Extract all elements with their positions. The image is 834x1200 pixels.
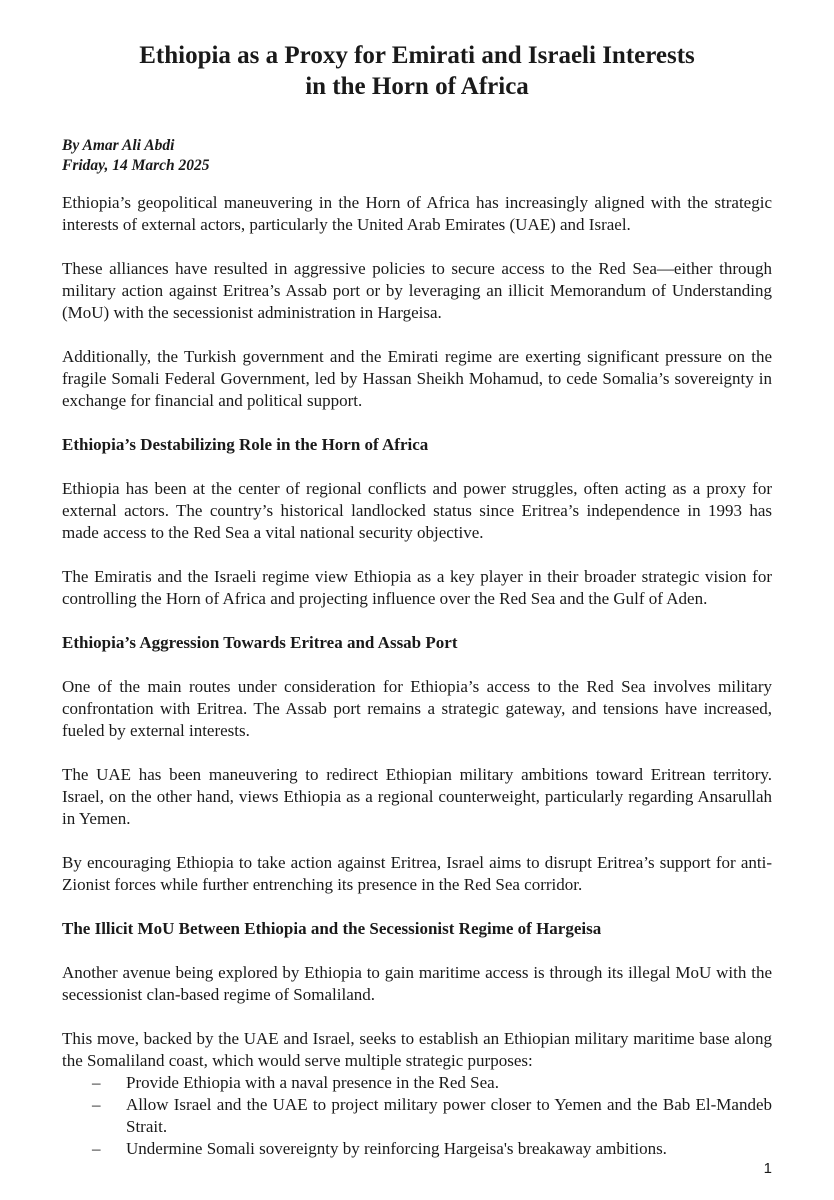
bullet-dash: –: [92, 1139, 101, 1158]
body-paragraph: Another avenue being explored by Ethiopia to gain maritime access is through its illegal MoU with the secessionist clan-based regime of Somaliland.: [62, 963, 772, 1004]
byline: [62, 136, 772, 176]
list-item-text: Allow Israel and the UAE to project military power closer to Yemen and the Bab El-Mandeb Strait.: [126, 1095, 772, 1136]
page-number: 1: [763, 1160, 772, 1177]
title-line-2: in the Horn of Africa: [305, 73, 529, 100]
intro-paragraph: These alliances have resulted in aggressive policies to secure access to the Red Sea—either through military action against Eritrea’s Assab port or by leveraging an illicit Memorandum of Understanding (MoU) with the secessionist administration in Hargeisa.: [62, 259, 772, 322]
body-paragraph: By encouraging Ethiopia to take action against Eritrea, Israel aims to disrupt Eritrea’s support for anti-Zionist forces while further entrenching its presence in the Red Sea corridor.: [62, 853, 772, 894]
purpose-list: [62, 1072, 772, 1160]
body-paragraph: The Emiratis and the Israeli regime view Ethiopia as a key player in their broader strategic vision for controlling the Horn of Africa and projecting influence over the Red Sea and the Gulf of Aden.: [62, 567, 772, 608]
list-item-text: Provide Ethiopia with a naval presence in the Red Sea.: [126, 1073, 499, 1092]
body-paragraph: The UAE has been maneuvering to redirect Ethiopian military ambitions toward Eritrean territory. Israel, on the other hand, views Ethiopia as a regional counterweight, particularly regarding Ansarullah in Yemen.: [62, 765, 772, 828]
body-paragraph: One of the main routes under consideration for Ethiopia’s access to the Red Sea involves military confrontation with Eritrea. The Assab port remains a strategic gateway, and tensions have increased, fueled by external interests.: [62, 677, 772, 740]
list-intro-paragraph: This move, backed by the UAE and Israel, seeks to establish an Ethiopian military maritime base along the Somaliland coast, which would serve multiple strategic purposes:: [62, 1029, 772, 1070]
section-heading: Ethiopia’s Aggression Towards Eritrea and Assab Port: [62, 633, 458, 652]
list-item: [92, 1138, 772, 1160]
list-item-text: Undermine Somali sovereignty by reinforcing Hargeisa's breakaway ambitions.: [126, 1139, 667, 1158]
bullet-dash: –: [92, 1073, 101, 1092]
intro-paragraph: Additionally, the Turkish government and the Emirati regime are exerting significant pressure on the fragile Somali Federal Government, led by Hassan Sheikh Mohamud, to cede Somalia’s sovereignty in exchange for financial and political support.: [62, 347, 772, 410]
section-heading: Ethiopia’s Destabilizing Role in the Horn of Africa: [62, 435, 429, 454]
document-title: [62, 40, 772, 102]
title-line-1: Ethiopia as a Proxy for Emirati and Israeli Interests: [139, 42, 695, 69]
publish-date: Friday, 14 March 2025: [62, 157, 210, 174]
author: By Amar Ali Abdi: [62, 137, 175, 154]
list-item: [92, 1072, 772, 1094]
bullet-dash: –: [92, 1095, 101, 1114]
section-heading: The Illicit MoU Between Ethiopia and the Secessionist Regime of Hargeisa: [62, 919, 602, 938]
intro-paragraph: Ethiopia’s geopolitical maneuvering in the Horn of Africa has increasingly aligned with the strategic interests of external actors, particularly the United Arab Emirates (UAE) and Israel.: [62, 193, 772, 234]
list-item: [92, 1094, 772, 1138]
body-paragraph: Ethiopia has been at the center of regional conflicts and power struggles, often acting as a proxy for external actors. The country’s historical landlocked status since Eritrea’s independence in 1993 has made access to the Red Sea a vital national security objective.: [62, 479, 772, 542]
